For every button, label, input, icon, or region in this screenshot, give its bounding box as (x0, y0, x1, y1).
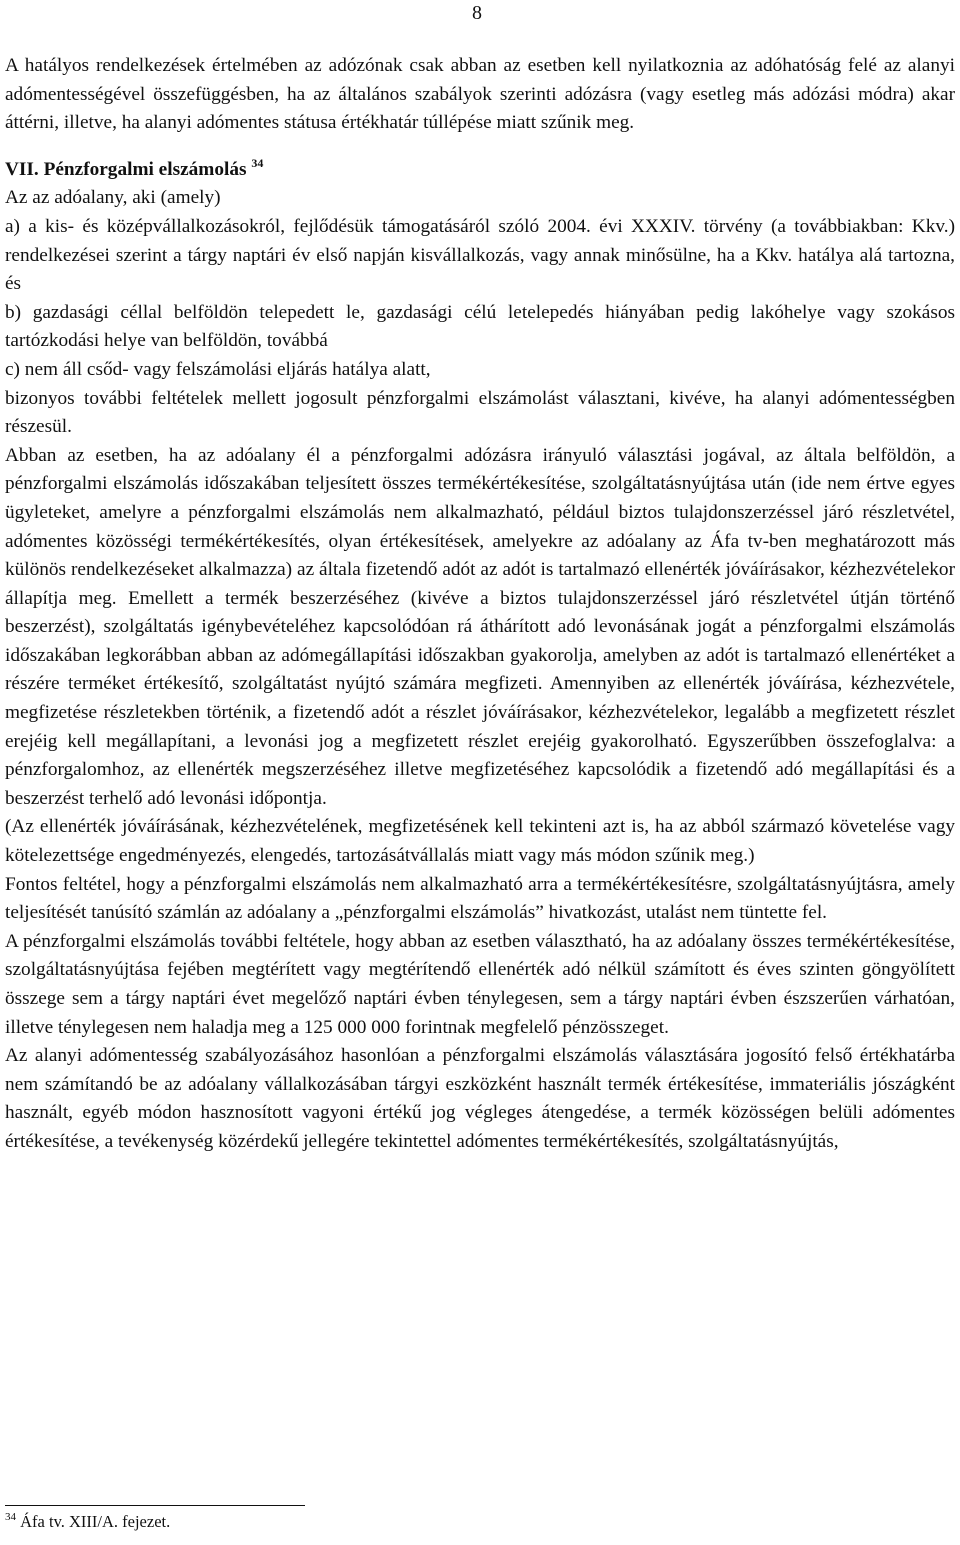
paragraph-intro-subject: Az az adóalany, aki (amely) (5, 187, 221, 209)
page-number: 8 (472, 2, 482, 24)
paragraph-cash-accounting-rules: Abban az esetben, ha az adóalany él a pénzforgalmi adózásra irányuló választási jogával, az általa belföldön, a pénzforgalmi elszámolás időszakában teljesített összes termékértékesítése, szolgáltatásnyújtása után (ide nem értve egyes ügyleteket, amelyre a pénzforgalmi elszámolás nem alkalmazható, például biztos tulajdonszerzéssel járó részletvétel, adómentes közösségi termékértékesítés, olyan értékesítések, amelyekre az adóalany az Áfa tv-ben meghatározott más különös rendelkezéseket alkalmazza) az általa fizetendő adót az adót is tartalmazó ellenérték jóváírásakor, kézhezvételekor állapítja meg. Emellett a termék beszerzéséhez (kivéve a biztos tulajdonszerzéssel járó részletvétel útján történő beszerzést), szolgáltatás igénybevételéhez kapcsolódóan rá áthárított adó levonásának jogát a pénzforgalmi elszámolás időszakában legkorábban abban az adómegállapítási időszakban gyakorolja, amelyben az adót is tartalmazó ellenértéket a részére terméket értékesítő, szolgáltatást nyújtó számára megfizeti. Amennyiben az ellenérték jóváírása, kézhezvétele, megfizetése részletekben történik, a fizetendő adót a részlet jóváírásakor, kézhezvételekor, legalább a megfizetett részlet erejéig kell megállapítani, a levonási jog a megfizetett részlet erejéig gyakorolható. Egyszerűbben összefoglalva: a pénzforgalomhoz, az ellenérték megszerzéséhez illetve megfizetéséhez kapcsolódik a fizetendő adó megállapítási és a beszerzést terhelő adó levonási időpontja. (5, 444, 955, 809)
paragraph-invoice-condition: Fontos feltétel, hogy a pénzforgalmi elszámolás nem alkalmazható arra a termékértékesítésre, szolgáltatásnyújtásra, amely teljesítését tanúsító számlán az adóalany a „pénzforgalmi elszámolás” hivatkozást, utalást nem tüntette fel. (5, 873, 955, 924)
footnote-separator (5, 1505, 305, 1506)
section-heading-text: VII. Pénzforgalmi elszámolás (5, 158, 247, 180)
section-heading (5, 156, 955, 185)
footnote-text: Áfa tv. XIII/A. fejezet. (20, 1512, 171, 1531)
paragraph-conclusion: bizonyos további feltételek mellett jogosult pénzforgalmi elszámolást választani, kivéve, ha alanyi adómentességben részesül. (5, 387, 955, 438)
paragraph-consideration-note: (Az ellenérték jóváírásának, kézhezvételének, megfizetésének kell tekinteni azt is, ha az abból származó követelése vagy kötelezettsége engedményezés, elengedés, tartozásátvállalás miatt vagy más módon szűnik meg.) (5, 816, 955, 867)
footnote-number: 34 (5, 1511, 16, 1523)
paragraph-condition-c: c) nem áll csőd- vagy felszámolási eljárás hatálya alatt, (5, 358, 431, 380)
footnote (5, 1512, 170, 1532)
paragraph-condition-b: b) gazdasági céllal belföldön telepedett le, gazdasági célú letelepedés hiányában pedig lakóhelye vagy szokásos tartózkodási helye van belföldön, továbbá (5, 301, 955, 352)
footnote-reference[interactable]: 34 (251, 155, 264, 170)
document-body (5, 52, 955, 1157)
spacer (5, 138, 955, 156)
intro-paragraph: A hatályos rendelkezések értelmében az adózónak csak abban az esetben kell nyilatkoznia az adóhatóság felé az alanyi adómentességével összefüggésben, ha az általános szabályok szerinti adózásra (vagy esetleg más adózási módra) akar áttérni, illetve, ha alanyi adómentes státusa értékhatár túllépése miatt szűnik meg. (5, 55, 955, 134)
paragraph-condition-a: a) a kis- és középvállalkozásokról, fejlődésük támogatásáról szóló 2004. évi XXXIV. törvény (a továbbiakban: Kkv.) rendelkezései szerint a tárgy naptári év első napján kisvállalkozás, vagy annak minősülne, ha a Kkv. hatálya alá tartozna, és (5, 215, 955, 295)
paragraph-threshold-condition: A pénzforgalmi elszámolás további feltétele, hogy abban az esetben választható, ha az adóalany összes termékértékesítése, szolgáltatásnyújtása fejében megtérített vagy megtérítendő ellenérték adó nélkül számított és éves szinten göngyölített összege sem a tárgy naptári évet megelőző naptári évben ténylegesen, sem a tárgy naptári évben észszerűen várhatóan, illetve ténylegesen nem haladja meg a 125 000 000 forintnak megfelelő pénzösszeget. (5, 930, 955, 1038)
paragraph-threshold-exclusions: Az alanyi adómentesség szabályozásához hasonlóan a pénzforgalmi elszámolás választására jogosító felső értékhatárba nem számítandó be az adóalany vállalkozásában tárgyi eszközként használt termék értékesítése, immateriális jószágként használt, egyéb módon hasznosított vagyoni értékű jog végleges átengedése, a termék közösségen belüli adómentes értékesítése, a tevékenység közérdekű jellegére tekintettel adómentes termékértékesítés, szolgáltatásnyújtás, (5, 1045, 955, 1152)
